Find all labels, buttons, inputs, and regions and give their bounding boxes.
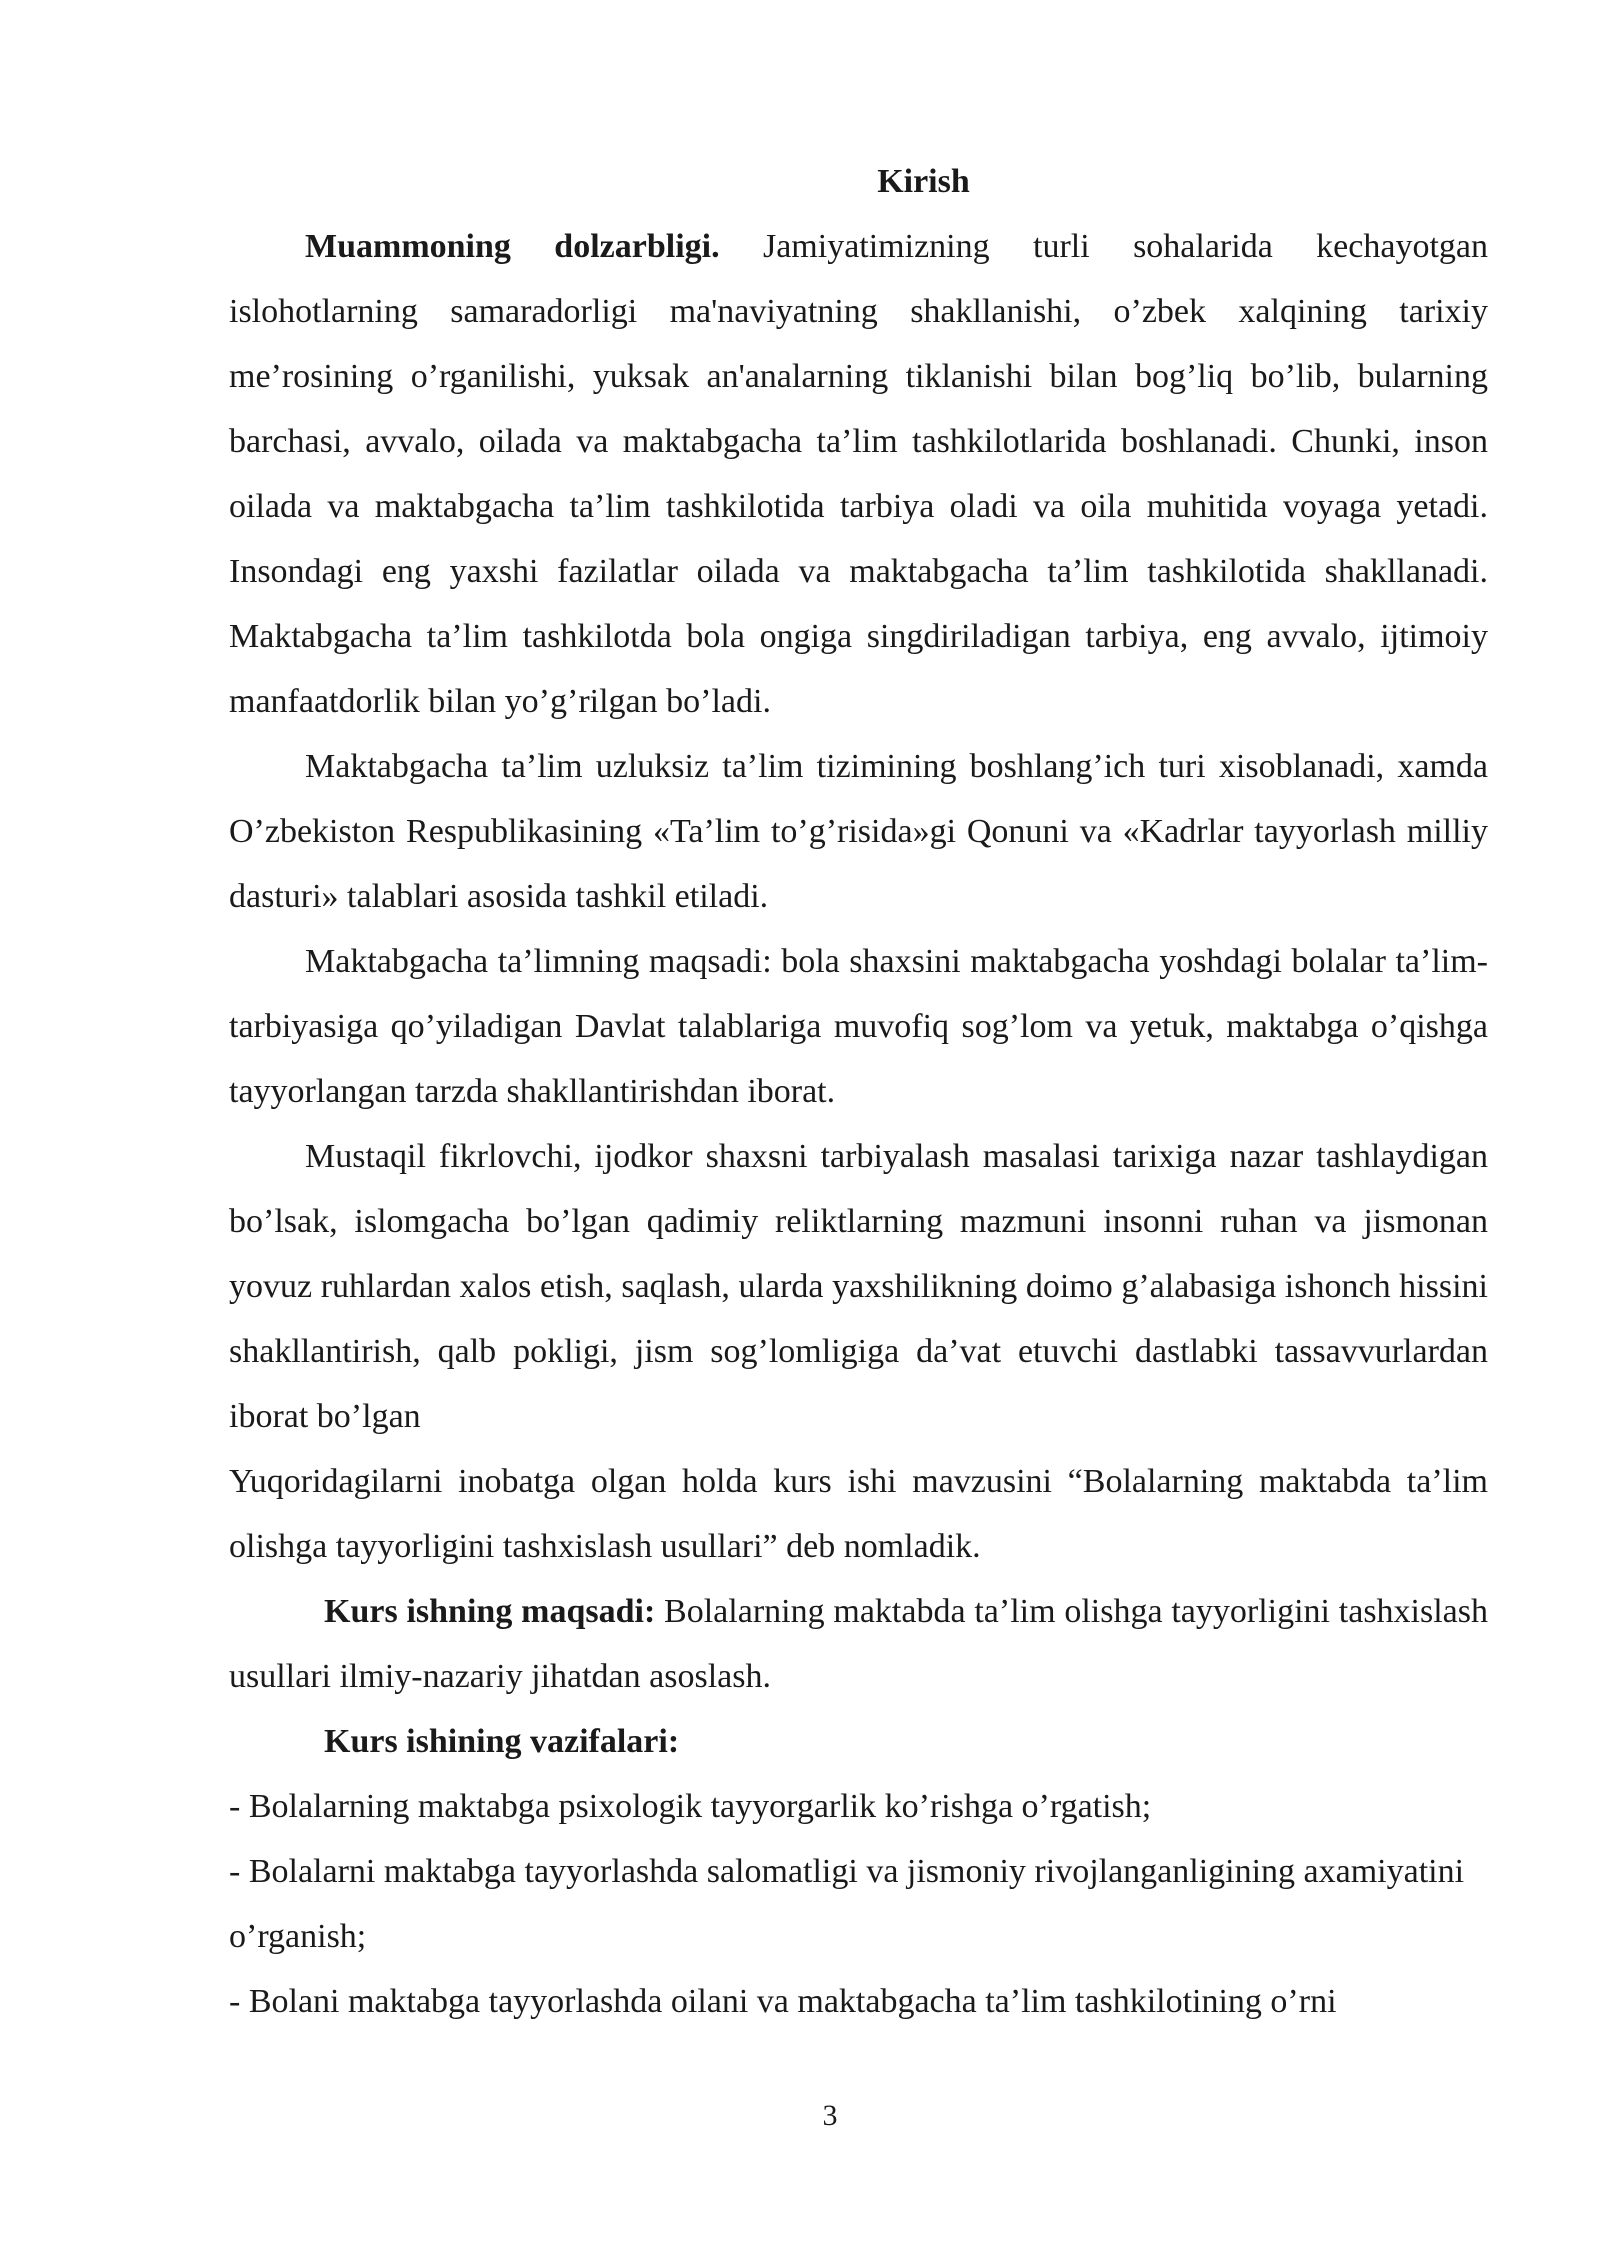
task-item-2: - Bolalarni maktabga tayyorlashda salomatligi va jismoniy rivojlanganligining axamiyatini o’rganish; <box>229 1853 1465 1955</box>
body-paragraph-2: Maktabgacha ta’limning maqsadi: bola shaxsini maktabgacha yoshdagi bolalar ta’lim-tarbiyasiga qo’yiladigan Davlat talablariga muvofiq sog’lom va yetuk, maktabga o’qishga tayyorlangan tarzda shakllantirishdan iborat. <box>229 943 1488 1110</box>
section-title: Kirish <box>877 163 970 200</box>
body-paragraph-1: Maktabgacha ta’lim uzluksiz ta’lim tizimining boshlang’ich turi xisoblanadi, xamda O’zbekiston Respublikasining «Ta’lim to’g’risida»gi Qonuni va «Kadrlar tayyorlash milliy dasturi» talablari asosida tashkil etiladi. <box>229 748 1488 915</box>
goal-text: Bolalarning maktabda ta’lim olishga tayyorligini tashxislash usullari ilmiy-nazariy jihatdan asoslash. <box>229 1593 1488 1695</box>
page-content <box>229 149 1488 2034</box>
intro-text: Jamiyatimizning turli sohalarida kechayotgan islohotlarning samaradorligi ma'naviyatning shakllanishi, o’zbek xalqining tarixiy me’rosining o’rganilishi, yuksak an'analarning tiklanishi bilan bog’liq bo’lib, bularning barchasi, avvalo, oilada va maktabgacha ta’lim tashkilotlarida boshlanadi. Chunki, inson oilada va maktabgacha ta’lim tashkilotida tarbiya oladi va oila muhitida voyaga yetadi. Insondagi eng yaxshi fazilatlar oilada va maktabgacha ta’lim tashkilotida shakllanadi. Maktabgacha ta’lim tashkilotda bola ongiga singdiriladigan tarbiya, eng avvalo, ijtimoiy manfaatdorlik bilan yo’g’rilgan bo’ladi. <box>229 228 1488 720</box>
topic-paragraph: Yuqoridagilarni inobatga olgan holda kurs ishi mavzusini “Bolalarning maktabda ta’lim olishga tayyorligini tashxislash usullari” deb nomladik. <box>229 1463 1488 1565</box>
intro-paragraph <box>229 214 1488 734</box>
task-item-1: - Bolalarning maktabga psixologik tayyorgarlik ko’rishga o’rgatish; <box>229 1788 1152 1825</box>
goal-lead: Kurs ishning maqsadi: <box>324 1593 656 1630</box>
body-paragraph-3: Mustaqil fikrlovchi, ijodkor shaxsni tarbiyalash masalasi tarixiga nazar tashlaydigan bo’lsak, islomgacha bo’lgan qadimiy reliktlarning mazmuni insonni ruhan va jismonan yovuz ruhlardan xalos etish, saqlash, ularda yaxshilikning doimo g’alabasiga ishonch hissini shakllantirish, qalb pokligi, jism sog’lomligiga da’vat etuvchi dastlabki tassavvurlardan iborat bo’lgan <box>229 1138 1488 1435</box>
goal-paragraph <box>229 1579 1488 1709</box>
tasks-list <box>229 1774 1488 2034</box>
task-item-3: - Bolani maktabga tayyorlashda oilani va maktabgacha ta’lim tashkilotining o’rni <box>229 1983 1337 2020</box>
tasks-heading: Kurs ishining vazifalari: <box>324 1723 680 1760</box>
page-number: 3 <box>822 2099 838 2132</box>
intro-lead: Muammoning dolzarbligi. <box>305 228 720 265</box>
